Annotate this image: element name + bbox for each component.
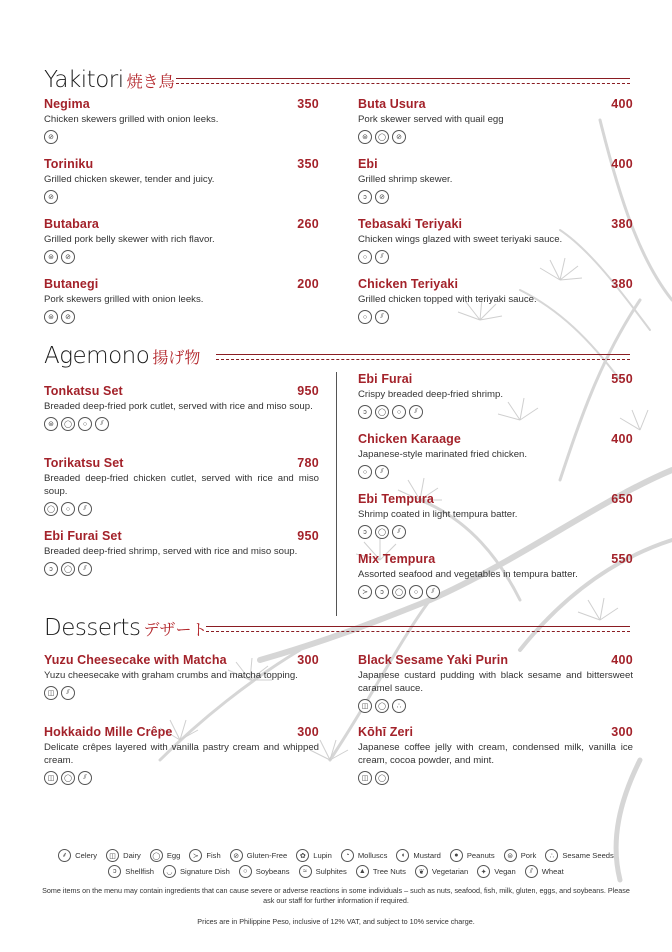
- legend-entry: [150, 849, 181, 862]
- lupin-icon: ✿: [296, 849, 309, 862]
- legend-label: Celery: [75, 851, 98, 860]
- menu-item: [358, 157, 633, 204]
- allergen-icons: [358, 699, 633, 713]
- menu-item-header: [358, 157, 633, 171]
- menu-item-name: Ebi: [358, 157, 378, 171]
- menu-item-header: [358, 725, 633, 739]
- menu-item-name: Butabara: [44, 217, 99, 231]
- menu-item: [358, 432, 633, 479]
- menu-item-description: Grilled chicken topped with teriyaki sauce.: [358, 294, 537, 305]
- allergen-icons: [358, 771, 633, 785]
- gluten-free-icon: ⊘: [44, 190, 58, 204]
- wheat-icon: ⫽: [409, 405, 423, 419]
- legend-label: Pork: [520, 851, 537, 860]
- menu-item-header: [44, 97, 319, 111]
- egg-icon: ◯: [150, 849, 163, 862]
- menu-item-header: [44, 384, 319, 398]
- wheat-icon: ⫽: [78, 562, 92, 576]
- legend-label: Gluten-Free: [246, 851, 288, 860]
- menu-item: [44, 456, 319, 516]
- legend-label: Vegan: [494, 867, 516, 876]
- prices-note: Prices are in Philippine Peso, inclusive of 12% VAT, and subject to 10% service charge.: [197, 917, 475, 926]
- pork-icon: ⊜: [358, 130, 372, 144]
- menu-item-description: Grilled chicken skewer, tender and juicy.: [44, 174, 215, 185]
- shellfish-icon: ↄ: [358, 190, 372, 204]
- menu-item-price: 300: [297, 725, 319, 739]
- menu-item-header: [44, 529, 319, 543]
- menu-item: [358, 372, 633, 419]
- legend-entry: [450, 849, 495, 862]
- menu-item: [358, 653, 633, 713]
- menu-item: [44, 384, 319, 431]
- legend-entry: [58, 849, 97, 862]
- menu-item-price: 380: [611, 277, 633, 291]
- legend-label: Peanuts: [466, 851, 495, 860]
- wheat-icon: ⫽: [61, 686, 75, 700]
- legend-row: [30, 865, 642, 878]
- menu-item-header: [44, 725, 319, 739]
- allergen-icons: [358, 525, 633, 539]
- menu-item-price: 400: [611, 432, 633, 446]
- wheat-icon: ⫽: [375, 310, 389, 324]
- section-title: Desserts: [44, 615, 141, 641]
- allergen-icons: [44, 686, 319, 700]
- section-rule: [206, 626, 630, 632]
- egg-icon: ◯: [375, 699, 389, 713]
- section-title-japanese: 揚げ物: [152, 348, 201, 367]
- menu-item-description: Breaded deep-fried pork cutlet, served with rice and miso soup.: [44, 401, 313, 412]
- wheat-icon: ⫽: [78, 771, 92, 785]
- signature-icon: ◡: [163, 865, 176, 878]
- menu-item-name: Mix Tempura: [358, 552, 436, 566]
- menu-item: [358, 725, 633, 785]
- menu-item-price: 550: [611, 372, 633, 386]
- shellfish-icon: ↄ: [358, 405, 372, 419]
- egg-icon: ◯: [61, 417, 75, 431]
- section-title: Agemono: [44, 343, 150, 369]
- legend-entry: [504, 849, 537, 862]
- menu-item: [44, 217, 319, 264]
- pork-icon: ⊜: [44, 250, 58, 264]
- menu-item: [358, 97, 633, 144]
- legend-label: Lupin: [313, 851, 332, 860]
- menu-item-name: Chicken Karaage: [358, 432, 461, 446]
- menu-item-name: Negima: [44, 97, 90, 111]
- menu-item-description: Grilled pork belly skewer with rich flavor.: [44, 234, 215, 245]
- menu-item-description: Chicken wings glazed with sweet teriyaki sauce.: [358, 234, 563, 245]
- menu-item-header: [358, 97, 633, 111]
- egg-icon: ◯: [61, 771, 75, 785]
- legend-label: Sulphites: [315, 867, 347, 876]
- shellfish-icon: ↄ: [108, 865, 121, 878]
- legend-entry: [189, 849, 220, 862]
- allergen-icons: [44, 771, 319, 785]
- wheat-icon: ⫽: [392, 525, 406, 539]
- gluten-free-icon: ⊘: [375, 190, 389, 204]
- allergen-legend: [30, 849, 642, 881]
- menu-item-name: Toriniku: [44, 157, 94, 171]
- menu-item-header: [44, 653, 319, 667]
- soybeans-icon: ○: [358, 465, 372, 479]
- allergen-icons: [44, 417, 319, 431]
- pork-icon: ⊜: [44, 417, 58, 431]
- legend-entry: [230, 849, 288, 862]
- menu-item-header: [358, 552, 633, 566]
- sesame-icon: ∴: [545, 849, 558, 862]
- section-header-agemono: [44, 342, 200, 370]
- menu-item-header: [358, 277, 633, 291]
- allergen-icons: [44, 130, 319, 144]
- menu-item: [44, 653, 319, 700]
- pork-icon: ⊜: [44, 310, 58, 324]
- legend-label: Shellfish: [125, 867, 154, 876]
- allergen-icons: [358, 465, 633, 479]
- menu-item-header: [358, 492, 633, 506]
- shellfish-icon: ↄ: [358, 525, 372, 539]
- allergen-icons: [358, 190, 633, 204]
- menu-item: [44, 529, 319, 576]
- menu-item-description: Pork skewer served with quail egg: [358, 114, 504, 125]
- legend-entry: [545, 849, 614, 862]
- shellfish-icon: ↄ: [375, 585, 389, 599]
- soybeans-icon: ○: [392, 405, 406, 419]
- allergen-icons: [358, 130, 633, 144]
- legend-label: Sesame Seeds: [562, 851, 614, 860]
- allergen-icons: [358, 310, 633, 324]
- allergen-icons: [44, 190, 319, 204]
- gluten-free-icon: ⊘: [61, 310, 75, 324]
- legend-entry: [477, 865, 516, 878]
- section-header-yakitori: [44, 66, 175, 94]
- legend-label: Mustard: [413, 851, 441, 860]
- dairy-icon: ◫: [44, 686, 58, 700]
- section-title-japanese: デザート: [143, 620, 208, 639]
- menu-item: [358, 277, 633, 324]
- egg-icon: ◯: [375, 130, 389, 144]
- vegetarian-icon: ❦: [415, 865, 428, 878]
- menu-item-price: 650: [611, 492, 633, 506]
- menu-item: [44, 97, 319, 144]
- section-title: Yakitori: [44, 67, 124, 93]
- legend-entry: [415, 865, 468, 878]
- menu-item-description: Pork skewers grilled with onion leeks.: [44, 294, 204, 305]
- menu-item-description: Shrimp coated in light tempura batter.: [358, 509, 518, 520]
- allergen-icons: [358, 585, 633, 599]
- legend-entry: [239, 865, 290, 878]
- allergen-icons: [44, 310, 319, 324]
- menu-item-description: Breaded deep-fried chicken cutlet, served with rice and miso soup.: [44, 473, 319, 497]
- menu-item: [44, 725, 319, 785]
- gluten-free-icon: ⊘: [44, 130, 58, 144]
- menu-item-price: 400: [611, 97, 633, 111]
- celery-icon: ⸙: [58, 849, 71, 862]
- menu-item-description: Chicken skewers grilled with onion leeks.: [44, 114, 219, 125]
- legend-label: Dairy: [123, 851, 141, 860]
- legend-entry: [299, 865, 347, 878]
- dairy-icon: ◫: [106, 849, 119, 862]
- legend-row: [30, 849, 642, 862]
- menu-item-name: Butanegi: [44, 277, 99, 291]
- legend-label: Fish: [206, 851, 221, 860]
- dairy-icon: ◫: [44, 771, 58, 785]
- molluscs-icon: ◔: [341, 849, 354, 862]
- legend-entry: [396, 849, 440, 862]
- legend-entry: [356, 865, 406, 878]
- legend-entry: [106, 849, 141, 862]
- wheat-icon: ⫽: [525, 865, 538, 878]
- menu-item-header: [44, 456, 319, 470]
- allergen-icons: [44, 562, 319, 576]
- menu-item-header: [44, 277, 319, 291]
- peanuts-icon: ●: [450, 849, 463, 862]
- menu-item-price: 300: [297, 653, 319, 667]
- menu-item-header: [358, 217, 633, 231]
- section-header-desserts: [44, 614, 207, 642]
- menu-item-price: 780: [297, 456, 319, 470]
- legend-label: Soybeans: [255, 867, 290, 876]
- menu-item-price: 350: [297, 157, 319, 171]
- section-title-japanese: 焼き鳥: [126, 72, 175, 91]
- menu-item-name: Chicken Teriyaki: [358, 277, 459, 291]
- allergen-icons: [358, 250, 633, 264]
- soybeans-icon: ○: [78, 417, 92, 431]
- menu-item-header: [358, 653, 633, 667]
- fish-icon: ≻: [189, 849, 202, 862]
- soybeans-icon: ○: [239, 865, 252, 878]
- menu-item-name: Tonkatsu Set: [44, 384, 123, 398]
- legend-label: Molluscs: [357, 851, 388, 860]
- menu-item-price: 950: [297, 529, 319, 543]
- allergen-icons: [44, 502, 319, 516]
- column-divider: [336, 372, 337, 616]
- soybeans-icon: ○: [358, 250, 372, 264]
- legend-entry: [296, 849, 332, 862]
- menu-item-description: Assorted seafood and vegetables in tempura batter.: [358, 569, 578, 580]
- menu-item-name: Torikatsu Set: [44, 456, 124, 470]
- dairy-icon: ◫: [358, 771, 372, 785]
- shellfish-icon: ↄ: [44, 562, 58, 576]
- egg-icon: ◯: [44, 502, 58, 516]
- menu-item-header: [358, 432, 633, 446]
- dairy-icon: ◫: [358, 699, 372, 713]
- menu-item-price: 350: [297, 97, 319, 111]
- menu-item-price: 260: [297, 217, 319, 231]
- menu-item: [358, 552, 633, 599]
- menu-item-name: Ebi Furai: [358, 372, 413, 386]
- egg-icon: ◯: [375, 405, 389, 419]
- tree-nuts-icon: ▲: [356, 865, 369, 878]
- menu-item-price: 550: [611, 552, 633, 566]
- menu-item-description: Delicate crêpes layered with vanilla pastry cream and whipped cream.: [44, 742, 319, 766]
- menu-item-description: Japanese-style marinated fried chicken.: [358, 449, 528, 460]
- menu-item-description: Grilled shrimp skewer.: [358, 174, 453, 185]
- fish-icon: ≻: [358, 585, 372, 599]
- menu-item-name: Ebi Furai Set: [44, 529, 122, 543]
- legend-entry: [341, 849, 388, 862]
- wheat-icon: ⫽: [426, 585, 440, 599]
- menu-item-name: Tebasaki Teriyaki: [358, 217, 463, 231]
- menu-item-header: [358, 372, 633, 386]
- wheat-icon: ⫽: [375, 465, 389, 479]
- menu-item-price: 950: [297, 384, 319, 398]
- allergen-icons: [358, 405, 633, 419]
- pork-icon: ⊜: [504, 849, 517, 862]
- menu-item-description: Japanese coffee jelly with cream, condensed milk, vanilla ice cream, cocoa powder, and mint.: [358, 742, 633, 766]
- legend-entry: [525, 865, 564, 878]
- soybeans-icon: ○: [409, 585, 423, 599]
- legend-entry: [108, 865, 154, 878]
- wheat-icon: ⫽: [78, 502, 92, 516]
- menu-item-price: 400: [611, 157, 633, 171]
- vegan-icon: ✦: [477, 865, 490, 878]
- mustard-icon: ◖: [396, 849, 409, 862]
- menu-item: [44, 277, 319, 324]
- legend-label: Tree Nuts: [372, 867, 406, 876]
- menu-item-price: 380: [611, 217, 633, 231]
- egg-icon: ◯: [375, 771, 389, 785]
- menu-item: [44, 157, 319, 204]
- menu-item: [358, 217, 633, 264]
- menu-item-header: [44, 217, 319, 231]
- section-rule: [176, 78, 630, 84]
- gluten-free-icon: ⊘: [61, 250, 75, 264]
- menu-item-name: Hokkaido Mille Crêpe: [44, 725, 173, 739]
- wheat-icon: ⫽: [95, 417, 109, 431]
- menu-item-name: Kōhī Zeri: [358, 725, 414, 739]
- allergy-disclaimer: Some items on the menu may contain ingredients that can cause severe or adverse reactions in some individuals – such as nuts, seafood, fish, milk, gluten, eggs, and soybeans. Please ask our staff for further information if required.: [42, 886, 630, 905]
- menu-item-description: Crispy breaded deep-fried shrimp.: [358, 389, 504, 400]
- menu-item-price: 200: [297, 277, 319, 291]
- menu-item-price: 400: [611, 653, 633, 667]
- menu-item-name: Yuzu Cheesecake with Matcha: [44, 653, 227, 667]
- menu-item: [358, 492, 633, 539]
- menu-item-price: 300: [611, 725, 633, 739]
- egg-icon: ◯: [61, 562, 75, 576]
- egg-icon: ◯: [375, 525, 389, 539]
- menu-item-name: Black Sesame Yaki Purin: [358, 653, 509, 667]
- menu-item-description: Japanese custard pudding with black sesame and bittersweet caramel sauce.: [358, 670, 633, 694]
- section-rule: [216, 354, 630, 360]
- legend-entry: [163, 865, 230, 878]
- legend-label: Wheat: [541, 867, 564, 876]
- menu-item-description: Breaded deep-fried shrimp, served with rice and miso soup.: [44, 546, 298, 557]
- menu-item-header: [44, 157, 319, 171]
- legend-label: Vegetarian: [431, 867, 469, 876]
- menu-item-name: Buta Usura: [358, 97, 426, 111]
- gluten-free-icon: ⊘: [392, 130, 406, 144]
- legend-label: Signature Dish: [179, 867, 230, 876]
- menu-item-description: Yuzu cheesecake with graham crumbs and matcha topping.: [44, 670, 298, 681]
- wheat-icon: ⫽: [375, 250, 389, 264]
- legend-label: Egg: [166, 851, 181, 860]
- soybeans-icon: ○: [358, 310, 372, 324]
- sesame-icon: ∴: [392, 699, 406, 713]
- menu-item-name: Ebi Tempura: [358, 492, 434, 506]
- sulphites-icon: ≈: [299, 865, 312, 878]
- egg-icon: ◯: [392, 585, 406, 599]
- soybeans-icon: ○: [61, 502, 75, 516]
- gluten-free-icon: ⊘: [230, 849, 243, 862]
- allergen-icons: [44, 250, 319, 264]
